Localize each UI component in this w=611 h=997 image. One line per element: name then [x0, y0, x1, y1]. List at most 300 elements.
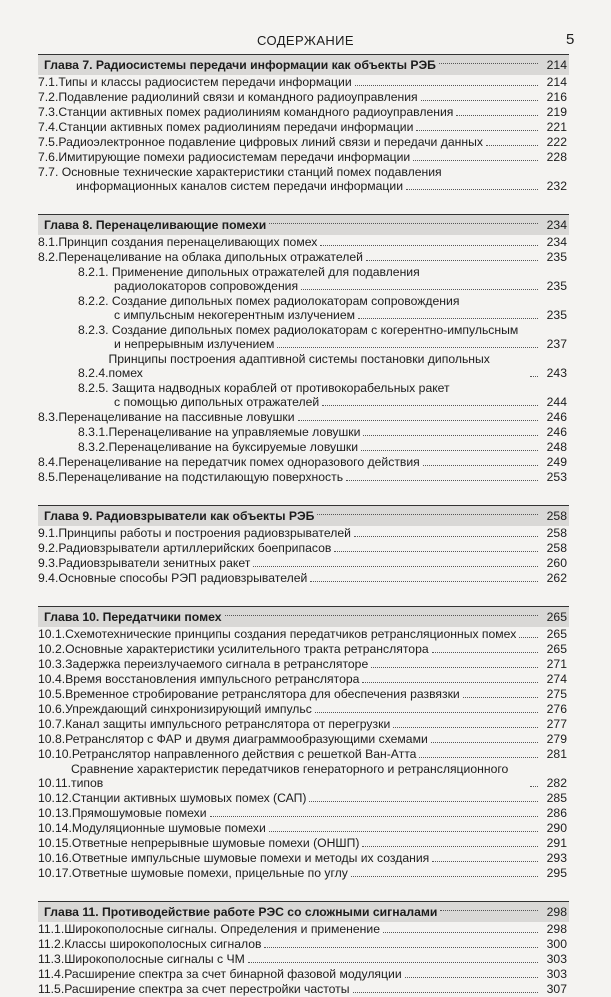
toc-entry[interactable] [38, 791, 569, 806]
entry-page: 253 [546, 470, 567, 484]
dot-leader [362, 682, 538, 683]
dot-leader [225, 615, 539, 616]
entry-title: Перенацеливание на облака дипольных отражателей [58, 250, 363, 264]
entry-number: 11.1. [38, 922, 65, 936]
entry-page: 274 [546, 672, 567, 686]
entry-text [38, 75, 541, 89]
entry-line [38, 150, 541, 164]
entry-title-block [38, 294, 541, 322]
toc-entry[interactable] [38, 410, 569, 425]
toc-entry[interactable] [38, 821, 569, 836]
entry-page: 228 [546, 150, 567, 164]
dot-leader [277, 347, 538, 348]
entry-title: Радиовзрыватели артиллерийских боеприпасов [58, 541, 332, 555]
entry-title-block [38, 922, 541, 936]
entry-title-block [38, 627, 541, 641]
entry-text [38, 672, 541, 686]
running-head: СОДЕРЖАНИЕ [256, 33, 354, 48]
entry-page: 295 [546, 866, 567, 880]
toc-entry[interactable] [38, 150, 569, 165]
entry-text [38, 352, 541, 380]
entry-page: 222 [546, 135, 567, 149]
entry-title-block [38, 90, 541, 104]
entry-title-block [38, 642, 541, 656]
entry-line [38, 440, 541, 454]
chapter-page: 214 [546, 58, 567, 72]
dot-leader [440, 910, 538, 911]
entry-title-block [38, 235, 541, 249]
entry-title: Подавление радиолиний связи и командного радиоуправления [58, 90, 418, 104]
entry-page: 243 [546, 366, 567, 380]
entry-number: 11.5. [38, 982, 65, 996]
entry-title-block [38, 702, 541, 716]
toc-entry[interactable] [38, 836, 569, 851]
entry-title-block [38, 952, 541, 966]
entry-text [38, 541, 541, 555]
entry-page: 232 [546, 179, 567, 193]
entry-title-block [38, 120, 541, 134]
entry-text [38, 381, 541, 409]
entry-text [38, 952, 541, 966]
toc-entry[interactable] [38, 105, 569, 120]
toc-entry[interactable] [38, 352, 569, 381]
entry-number: 10.4. [38, 672, 66, 686]
entry-page: 300 [546, 937, 567, 951]
entry-number: 10.14. [38, 821, 72, 835]
entry-number: 8.3.2. [78, 440, 109, 454]
dot-leader [353, 992, 538, 993]
entry-title-block [38, 381, 541, 409]
entry-title: Принцип создания перенацеливающих помех [58, 235, 318, 249]
entry-title: Станции активных шумовых помех (САП) [71, 791, 307, 805]
entry-title-block [38, 982, 541, 996]
toc-entry[interactable] [38, 747, 569, 762]
entry-title-block [38, 967, 541, 981]
table-of-contents [38, 54, 569, 997]
toc-entry[interactable] [38, 702, 569, 717]
toc-entry[interactable] [38, 806, 569, 821]
dot-leader [363, 435, 538, 436]
entry-line [38, 556, 541, 570]
entry-title: Широкополосные сигналы. Определения и применение [64, 922, 380, 936]
entry-number: 8.2.3. [78, 323, 109, 337]
entry-number: 10.11. [38, 776, 71, 790]
entry-line [38, 967, 541, 981]
entry-number: 8.2.2. [78, 294, 109, 308]
entry-number: 8.3.1. [78, 425, 109, 439]
dot-leader [351, 876, 538, 877]
dot-leader [463, 697, 538, 698]
dot-leader [355, 85, 538, 86]
entry-title: Перенацеливание на управляемые ловушки [108, 425, 361, 439]
toc-chapter [38, 606, 569, 881]
dot-leader [248, 962, 538, 963]
entry-page: 279 [546, 732, 567, 746]
entry-text [38, 762, 541, 790]
entry-number: 10.15. [38, 836, 72, 850]
entry-title-block [38, 791, 541, 805]
entry-line [38, 425, 541, 439]
entry-text [38, 702, 541, 716]
entry-text [38, 526, 541, 540]
entry-title: Задержка переизлучаемого сигнала в ретрансляторе [65, 657, 369, 671]
entry-text [38, 556, 541, 570]
chapter-title: Глава 9. Радиовзрыватели как объекты РЭБ [44, 509, 315, 523]
entry-title-block [38, 541, 541, 555]
entry-text [38, 440, 541, 454]
chapter-heading[interactable] [38, 55, 569, 75]
toc-entry[interactable] [38, 425, 569, 440]
entry-title-block [38, 732, 541, 746]
entry-title: Перенацеливание на подстилающую поверхность [58, 470, 344, 484]
entry-text [38, 165, 541, 193]
entry-title: Временное стробирование ретранслятора для обеспечения развязки [65, 687, 460, 701]
entry-title: Прямошумовые помехи [71, 806, 207, 820]
entry-text [38, 866, 541, 880]
toc-entry[interactable] [38, 866, 569, 881]
entry-title-block [38, 836, 541, 850]
entry-title: Защита надводных кораблей от противокорабельных ракет [108, 381, 450, 395]
toc-entry[interactable] [38, 967, 569, 982]
entry-title: Типы и классы радиосистем передачи информации [58, 75, 352, 89]
section-gap [38, 881, 569, 901]
entry-title-block [38, 250, 541, 264]
entry-number: 11.2. [38, 937, 65, 951]
toc-entry[interactable] [38, 135, 569, 150]
toc-entry[interactable] [38, 541, 569, 556]
entry-text [38, 294, 541, 322]
entry-text [38, 250, 541, 264]
entry-title-block [38, 410, 541, 424]
entry-page: 286 [546, 806, 567, 820]
entry-line [38, 571, 541, 585]
entry-page: 285 [546, 791, 567, 805]
toc-entry[interactable] [38, 556, 569, 571]
entry-number: 10.10. [38, 747, 72, 761]
entry-page: 235 [546, 279, 567, 293]
entry-line [38, 821, 541, 835]
entry-text [38, 105, 541, 119]
dot-leader [309, 801, 538, 802]
toc-entry[interactable] [38, 455, 569, 470]
toc-entry[interactable] [38, 717, 569, 732]
dot-leader [456, 115, 538, 116]
entry-number: 10.12. [38, 791, 72, 805]
dot-leader [322, 405, 538, 406]
dot-leader [431, 742, 538, 743]
entry-title-block [38, 806, 541, 820]
toc-entry[interactable] [38, 120, 569, 135]
toc-entry[interactable] [38, 937, 569, 952]
entry-text [38, 323, 541, 351]
entry-title-block [38, 762, 541, 790]
entry-page: 265 [546, 642, 567, 656]
entry-title: Радиовзрыватели зенитных ракет [58, 556, 251, 570]
entry-line [38, 806, 541, 820]
toc-entry[interactable] [38, 571, 569, 586]
toc-entry[interactable] [38, 922, 569, 937]
dot-leader [301, 289, 538, 290]
entry-number: 10.5. [38, 687, 66, 701]
entry-title: Радиоэлектронное подавление цифровых линий связи и передачи данных [58, 135, 483, 149]
entry-text [38, 410, 541, 424]
entry-text [38, 806, 541, 820]
entry-text [38, 851, 541, 865]
entry-title: Схемотехнические принципы создания передатчиков ретрансляционных помех [65, 627, 517, 641]
toc-entry[interactable] [38, 732, 569, 747]
entry-page: 262 [546, 571, 567, 585]
entry-title-continuation: с импульсным некогерентным излучением [114, 308, 356, 322]
dot-leader [269, 831, 538, 832]
toc-entry[interactable] [38, 470, 569, 485]
entry-line [38, 937, 541, 951]
toc-entry[interactable] [38, 75, 569, 90]
chapter-heading[interactable] [38, 607, 569, 627]
entry-number: 10.3. [38, 657, 66, 671]
entry-line [38, 657, 541, 671]
entry-text [38, 90, 541, 104]
toc-entry[interactable] [38, 687, 569, 702]
toc-entry[interactable] [38, 672, 569, 687]
entry-title-block [38, 323, 541, 351]
entry-page: 244 [546, 395, 567, 409]
entry-line [38, 952, 541, 966]
entry-number: 10.17. [38, 866, 72, 880]
toc-entry[interactable] [38, 627, 569, 642]
toc-entry[interactable] [38, 526, 569, 541]
entry-line [38, 922, 541, 936]
entry-title: Основные технические характеристики станций помех подавления [58, 165, 442, 179]
entry-line [38, 851, 541, 865]
chapter-heading[interactable] [38, 215, 569, 235]
section-gap [38, 485, 569, 505]
entry-page: 258 [546, 526, 567, 540]
toc-chapter [38, 505, 569, 586]
entry-line [38, 642, 541, 656]
entry-line [38, 836, 541, 850]
entry-line [38, 294, 541, 308]
dot-leader [310, 581, 538, 582]
dot-leader [413, 160, 538, 161]
entry-title-block [38, 265, 541, 293]
entry-number: 11.3. [38, 952, 65, 966]
dot-leader [519, 637, 538, 638]
entry-number: 11.4. [38, 967, 65, 981]
entry-title: Ответные шумовые помехи, прицельные по углу [71, 866, 348, 880]
entry-line [38, 120, 541, 134]
toc-entry[interactable] [38, 381, 569, 410]
entry-page: 290 [546, 821, 567, 835]
entry-title: Создание дипольных помех радиолокаторам с когерентно-импульсным [108, 323, 519, 337]
entry-number: 7.5. [38, 135, 59, 149]
entry-page: 260 [546, 556, 567, 570]
entry-title: Принципы построения адаптивной системы постановки дипольных помех [108, 352, 490, 380]
dot-leader [315, 712, 538, 713]
entry-text [38, 642, 541, 656]
entry-text [38, 687, 541, 701]
toc-entry[interactable] [38, 265, 569, 294]
entry-line [38, 982, 541, 996]
entry-page: 276 [546, 702, 567, 716]
entry-number: 7.4. [38, 120, 59, 134]
entry-title-block [38, 747, 541, 761]
entry-title: Станции активных помех радиолиниям передачи информации [58, 120, 414, 134]
chapter-page: 258 [546, 509, 567, 523]
entry-text [38, 791, 541, 805]
entry-title-block [38, 425, 541, 439]
toc-chapter [38, 54, 569, 194]
entry-line [38, 627, 541, 641]
entry-page: 248 [546, 440, 567, 454]
toc-entry[interactable] [38, 762, 569, 791]
entry-text [38, 717, 541, 731]
entry-number: 10.2. [38, 642, 66, 656]
chapter-heading[interactable] [38, 902, 569, 922]
entry-title-block [38, 851, 541, 865]
entry-text [38, 747, 541, 761]
dot-leader [362, 846, 538, 847]
entry-title-block [38, 717, 541, 731]
entry-line [38, 791, 541, 805]
entry-text [38, 150, 541, 164]
toc-entry[interactable] [38, 250, 569, 265]
entry-title-block [38, 470, 541, 484]
entry-number: 10.6. [38, 702, 66, 716]
chapter-page: 265 [546, 610, 567, 624]
toc-entry[interactable] [38, 90, 569, 105]
entry-title: Ретранслятор направленного действия с решеткой Ван-Атта [71, 747, 417, 761]
toc-entry[interactable] [38, 642, 569, 657]
dot-leader [419, 757, 538, 758]
chapter-heading[interactable] [38, 506, 569, 526]
entry-title-block [38, 135, 541, 149]
entry-line [38, 337, 541, 351]
toc-chapter [38, 214, 569, 485]
entry-line [38, 279, 541, 293]
entry-number: 7.3. [38, 105, 59, 119]
page-number: 5 [566, 31, 575, 48]
entry-title-block [38, 440, 541, 454]
entry-line [38, 702, 541, 716]
dot-leader [264, 947, 538, 948]
entry-title: Основные способы РЭП радиовзрывателей [58, 571, 308, 585]
entry-line [38, 541, 541, 555]
entry-text [38, 982, 541, 996]
dot-leader [253, 566, 538, 567]
entry-page: 258 [546, 541, 567, 555]
entry-title: Имитирующие помехи радиосистемам передачи информации [58, 150, 411, 164]
entry-page: 234 [546, 235, 567, 249]
entry-line [38, 75, 541, 89]
toc-entry[interactable] [38, 165, 569, 194]
entry-number: 10.8. [38, 732, 66, 746]
entry-title-block [38, 105, 541, 119]
chapter-page: 298 [546, 905, 567, 919]
entry-title-block [38, 571, 541, 585]
entry-page: 277 [546, 717, 567, 731]
entry-text [38, 425, 541, 439]
entry-number: 8.2. [38, 250, 59, 264]
entry-number: 8.1. [38, 235, 59, 249]
entry-page: 221 [546, 120, 567, 134]
chapter-title: Глава 7. Радиосистемы передачи информации как объекты РЭБ [44, 58, 436, 72]
chapter-title: Глава 10. Передатчики помех [44, 610, 222, 624]
entry-line [38, 90, 541, 104]
entry-number: 7.2. [38, 90, 59, 104]
toc-entry[interactable] [38, 323, 569, 352]
entry-text [38, 627, 541, 641]
dot-leader [423, 465, 538, 466]
entry-line [38, 410, 541, 424]
entry-title: Станции активных помех радиолиниям командного радиоуправления [58, 105, 454, 119]
dot-leader [354, 536, 538, 537]
entry-page: 303 [546, 952, 567, 966]
entry-page: 265 [546, 627, 567, 641]
entry-page: 219 [546, 105, 567, 119]
dot-leader [334, 551, 538, 552]
entry-title: Время восстановления импульсного ретранслятора [65, 672, 360, 686]
toc-entry[interactable] [38, 851, 569, 866]
entry-title-block [38, 657, 541, 671]
entry-line [38, 526, 541, 540]
entry-line [38, 672, 541, 686]
entry-title-continuation: с помощью дипольных отражателей [114, 395, 320, 409]
entry-title-block [38, 526, 541, 540]
entry-title: Ответные импульсные шумовые помехи и методы их создания [71, 851, 430, 865]
toc-entry[interactable] [38, 952, 569, 967]
entry-number: 7.1. [38, 75, 59, 89]
toc-entry[interactable] [38, 440, 569, 455]
entry-line [38, 265, 541, 279]
dot-leader [432, 861, 538, 862]
entry-page: 246 [546, 425, 567, 439]
entry-page: 235 [546, 250, 567, 264]
chapter-page: 234 [546, 218, 567, 232]
entry-page: 291 [546, 836, 567, 850]
entry-number: 8.2.5. [78, 381, 109, 395]
entry-title: Перенацеливание на передатчик помех одноразового действия [58, 455, 420, 469]
entry-text [38, 836, 541, 850]
entry-line [38, 732, 541, 746]
entry-text [38, 657, 541, 671]
entry-page: 293 [546, 851, 567, 865]
toc-entry[interactable] [38, 982, 569, 997]
entry-page: 235 [546, 308, 567, 322]
dot-leader [393, 727, 538, 728]
toc-entry[interactable] [38, 657, 569, 672]
entry-number: 9.4. [38, 571, 59, 585]
entry-title-block [38, 672, 541, 686]
entry-title: Принципы работы и построения радиовзрывателей [58, 526, 351, 540]
entry-line [38, 395, 541, 409]
entry-title: Модуляционные шумовые помехи [71, 821, 266, 835]
entry-title: Расширение спектра за счет перестройки частоты [64, 982, 350, 996]
entry-line [38, 470, 541, 484]
entry-title-block [38, 821, 541, 835]
entry-title: Широкополосные сигналы с ЧМ [64, 952, 245, 966]
entry-title-continuation: и непрерывным излучением [114, 337, 275, 351]
toc-entry[interactable] [38, 294, 569, 323]
entry-number: 9.1. [38, 526, 59, 540]
toc-entry[interactable] [38, 235, 569, 250]
entry-line [38, 352, 541, 380]
entry-title: Применение дипольных отражателей для подавления [108, 265, 420, 279]
entry-title-block [38, 165, 541, 193]
entry-text [38, 937, 541, 951]
entry-page: 271 [546, 657, 567, 671]
entry-title: Упреждающий синхронизирующий импульс [65, 702, 312, 716]
entry-number: 8.2.4. [78, 366, 109, 380]
